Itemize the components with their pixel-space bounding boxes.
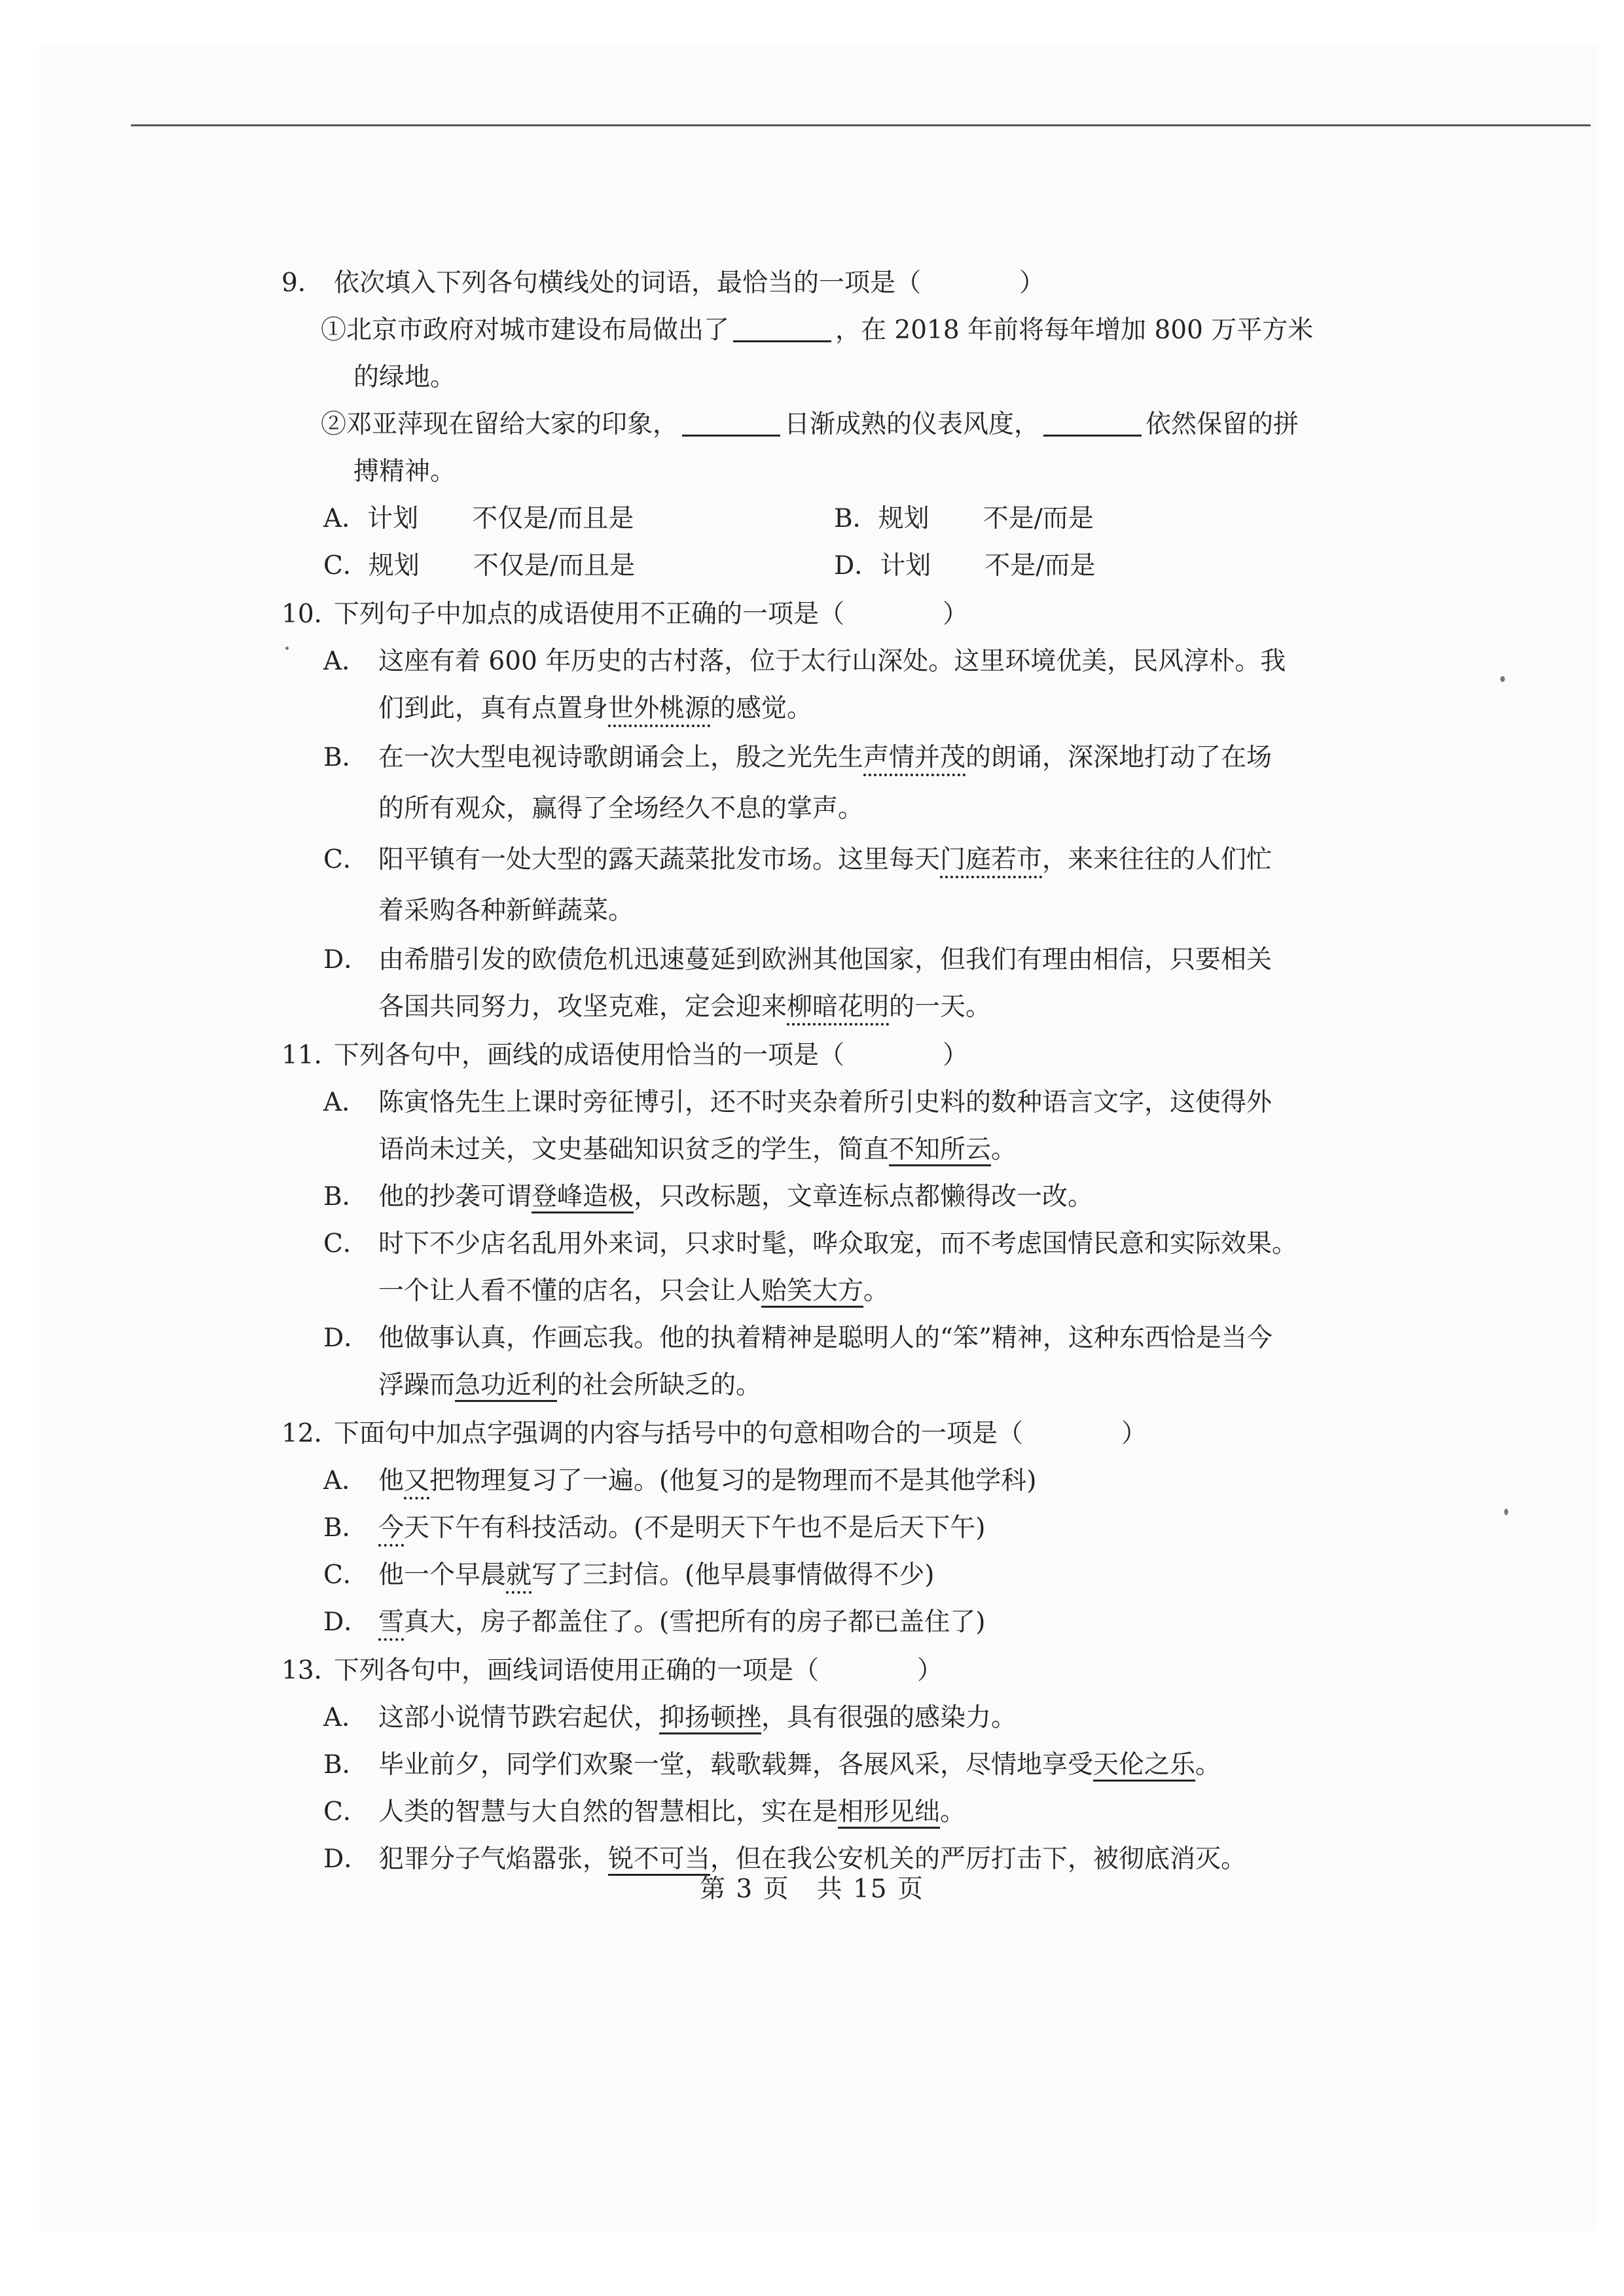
dotted-idiom: 柳暗花明 bbox=[787, 992, 890, 1022]
question-9: 9． 依次填入下列各句横线处的词语，最恰当的一项是（ ） bbox=[281, 260, 1375, 307]
option-c: C． 人类的智慧与大自然的智慧相比，实在是相形见绌。 bbox=[323, 1797, 966, 1827]
question-12: 12． 下面句中加点字强调的内容与括号中的句意相吻合的一项是（ ） bbox=[281, 1410, 1375, 1458]
question-stem: 下列各句中，画线词语使用正确的一项是（ bbox=[334, 1656, 820, 1685]
underlined-phrase: 相形见绌 bbox=[838, 1797, 941, 1827]
question-number: 12． bbox=[281, 1419, 340, 1448]
option-c: C． 阳平镇有一处大型的露天蔬菜批发市场。这里每天门庭若市，来来往往的人们忙 bbox=[323, 845, 1272, 874]
q9-sentence-2-cont: 搏精神。 bbox=[353, 457, 456, 486]
q9-sentence-1-cont: 的绿地。 bbox=[353, 363, 456, 392]
underlined-phrase: 抑扬顿挫 bbox=[659, 1703, 762, 1732]
page-number: 第 3 页 共 15 页 bbox=[699, 1874, 925, 1904]
dotted-char: 就 bbox=[506, 1560, 532, 1590]
option-d: D． 他做事认真，作画忘我。他的执着精神是聪明人的“笨”精神，这种东西恰是当今 bbox=[323, 1323, 1272, 1353]
question-number: 10． bbox=[281, 600, 340, 629]
question-stem: 下列各句中，画线的成语使用恰当的一项是（ bbox=[334, 1041, 845, 1070]
option-b: B． 今天下午有科技活动。(不是明天下午也不是后天下午) bbox=[323, 1513, 986, 1543]
fill-blank bbox=[1043, 408, 1142, 437]
question-13: 13． 下列各句中，画线词语使用正确的一项是（ ） bbox=[281, 1647, 1375, 1695]
question-number: 11． bbox=[281, 1041, 340, 1070]
underlined-phrase: 锐不可当 bbox=[608, 1844, 711, 1874]
option-d: D． 犯罪分子气焰嚣张，锐不可当，但在我公安机关的严厉打击下，被彻底消灭。 bbox=[323, 1844, 1247, 1874]
question-stem: 依次填入下列各句横线处的词语，最恰当的一项是（ bbox=[334, 268, 922, 298]
q9-sentence-1: ①北京市政府对城市建设布局做出了 ，在 2018 年前将每年增加 800 万平方米 bbox=[321, 315, 1314, 345]
option-c: C． 他一个早晨就写了三封信。(他早晨事情做得不少) bbox=[323, 1560, 935, 1590]
option-a-cont: 语尚未过关，文史基础知识贫乏的学生，简直不知所云。 bbox=[378, 1135, 1017, 1164]
dotted-char: 今 bbox=[378, 1513, 405, 1543]
option-c: C．规划 不仅是/而且是 bbox=[323, 551, 635, 581]
dotted-idiom: 世外桃源 bbox=[608, 694, 711, 723]
option-b: B． 他的抄袭可谓登峰造极，只改标题，文章连标点都懒得改一改。 bbox=[323, 1182, 1094, 1211]
question-10: 10． 下列句子中加点的成语使用不正确的一项是（ ） bbox=[281, 591, 1375, 638]
option-c: C． 时下不少店名乱用外来词，只求时髦，哗众取宠，而不考虑国情民意和实际效果。 bbox=[323, 1229, 1298, 1259]
header-rule bbox=[131, 124, 1591, 126]
option-a: A． 这座有着 600 年历史的古村落，位于太行山深处。这里环境优美，民风淳朴。我 bbox=[323, 647, 1286, 676]
dotted-idiom: 门庭若市 bbox=[940, 845, 1043, 874]
dotted-idiom: 声情并茂 bbox=[863, 743, 966, 772]
scan-speck bbox=[1504, 1509, 1508, 1515]
exam-content bbox=[281, 259, 1375, 1883]
dotted-char: 雪 bbox=[378, 1607, 405, 1637]
fill-blank bbox=[682, 408, 780, 437]
fill-blank bbox=[733, 314, 831, 342]
option-c-cont: 着采购各种新鲜蔬菜。 bbox=[378, 896, 634, 925]
option-a: A． 陈寅恪先生上课时旁征博引，还不时夹杂着所引史料的数种语言文字，这使得外 bbox=[323, 1088, 1272, 1117]
question-11: 11． 下列各句中，画线的成语使用恰当的一项是（ ） bbox=[281, 1032, 1375, 1079]
underlined-idiom: 贻笑大方 bbox=[761, 1276, 864, 1306]
option-d: D． 由希腊引发的欧债危机迅速蔓延到欧洲其他国家，但我们有理由相信，只要相关 bbox=[323, 945, 1272, 975]
option-a: A．计划 不仅是/而且是 bbox=[323, 504, 634, 533]
underlined-idiom: 急功近利 bbox=[455, 1371, 558, 1400]
option-a-cont: 们到此，真有点置身世外桃源的感觉。 bbox=[378, 694, 813, 723]
option-a: A． 他又把物理复习了一遍。(他复习的是物理而不是其他学科) bbox=[323, 1466, 1037, 1496]
scan-speck bbox=[1500, 676, 1505, 682]
option-b-cont: 的所有观众，赢得了全场经久不息的掌声。 bbox=[378, 794, 864, 823]
option-d: D．计划 不是/而是 bbox=[834, 551, 1096, 581]
question-number: 9． bbox=[281, 268, 323, 298]
option-c-cont: 一个让人看不懂的店名，只会让人贻笑大方。 bbox=[378, 1276, 890, 1306]
option-b: B． 毕业前夕，同学们欢聚一堂，载歌载舞，各展风采，尽情地享受天伦之乐。 bbox=[323, 1750, 1221, 1780]
q9-options bbox=[281, 495, 1375, 590]
underlined-idiom: 登峰造极 bbox=[532, 1182, 634, 1211]
option-d: D． 雪真大，房子都盖住了。(雪把所有的房子都已盖住了) bbox=[323, 1607, 986, 1637]
option-b: B．规划 不是/而是 bbox=[834, 504, 1094, 533]
option-b: B． 在一次大型电视诗歌朗诵会上，殷之光先生声情并茂的朗诵，深深地打动了在场 bbox=[323, 743, 1272, 772]
option-a: A． 这部小说情节跌宕起伏，抑扬顿挫，具有很强的感染力。 bbox=[323, 1703, 1017, 1732]
underlined-idiom: 不知所云 bbox=[889, 1135, 992, 1164]
option-d-cont: 各国共同努力，攻坚克难，定会迎来柳暗花明的一天。 bbox=[378, 992, 992, 1022]
q9-sentence-2: ②邓亚萍现在留给大家的印象， 日渐成熟的仪表风度， 依然保留的拼 bbox=[321, 410, 1299, 439]
question-number: 13． bbox=[281, 1656, 340, 1685]
question-stem: 下列句子中加点的成语使用不正确的一项是（ bbox=[334, 600, 845, 629]
underlined-phrase: 天伦之乐 bbox=[1093, 1750, 1196, 1780]
question-stem: 下面句中加点字强调的内容与括号中的句意相吻合的一项是（ bbox=[334, 1419, 1024, 1448]
dotted-char: 又 bbox=[404, 1466, 430, 1496]
option-d-cont: 浮躁而急功近利的社会所缺乏的。 bbox=[378, 1371, 762, 1400]
